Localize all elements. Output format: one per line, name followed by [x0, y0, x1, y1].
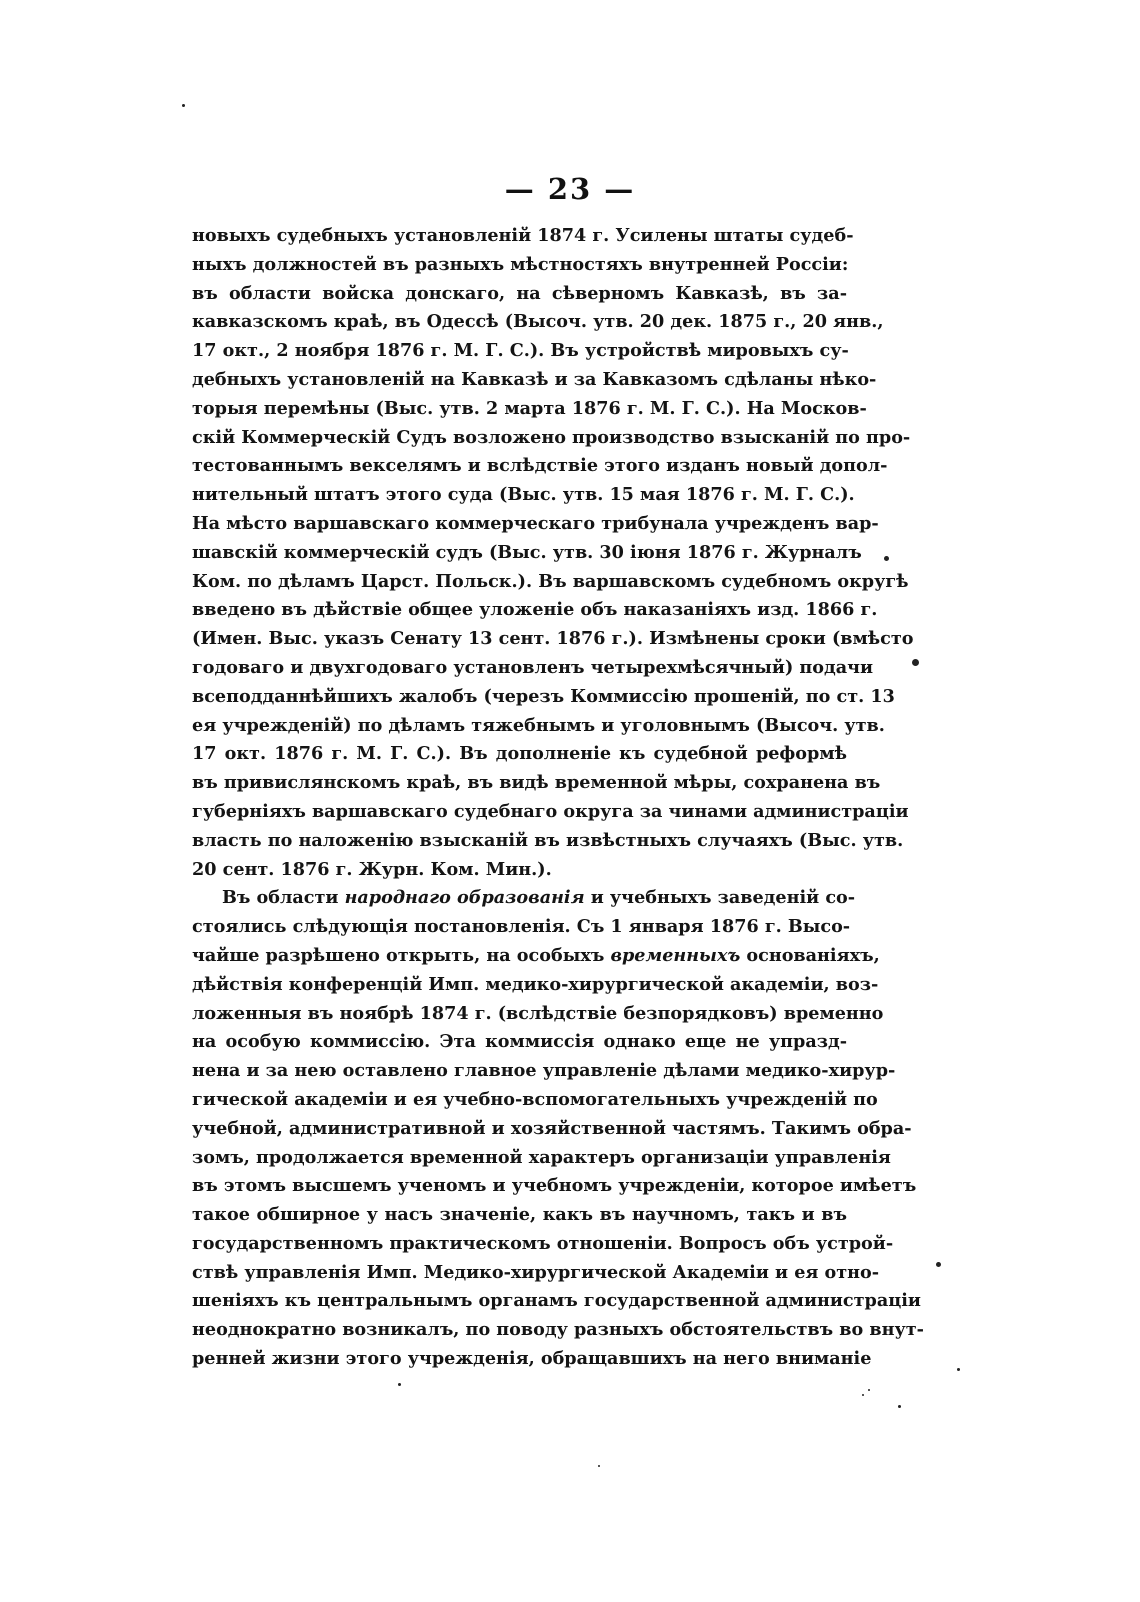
body-text [192, 222, 924, 1374]
text-line: введено въ дѣйствіе общее уложеніе объ наказаніяхъ изд. 1866 г. [192, 599, 878, 621]
scan-speck [936, 1262, 941, 1267]
text-line: скій Коммерческій Судъ возложено производство взысканій по про- [192, 426, 911, 448]
scan-speck [598, 1465, 600, 1467]
text-line: неоднократно возникалъ, по поводу разныхъ обстоятельствъ во внут- [192, 1319, 924, 1341]
text-line: кавказскомъ краѣ, въ Одессѣ (Высоч. утв. 20 дек. 1875 г., 20 янв., [192, 311, 884, 333]
scan-speck [957, 1368, 960, 1371]
text-line: 20 сент. 1876 г. Журн. Ком. Мин.). [192, 858, 552, 880]
text-line: годоваго и двухгодоваго установленъ четырехмѣсячный) подачи [192, 656, 874, 678]
text-line: нена и за нею оставлено главное управленіе дѣлами медико-хирур- [192, 1060, 896, 1082]
text-line [192, 942, 880, 971]
italic-emphasis: временныхъ [610, 944, 741, 966]
text-line: ствѣ управленія Имп. Медико-хирургической Академіи и ея отно- [192, 1261, 880, 1283]
text-line: 17 окт., 2 ноября 1876 г. М. Г. С.). Въ устройствѣ мировыхъ су- [192, 340, 849, 362]
text-line: Ком. по дѣламъ Царст. Польск.). Въ варшавскомъ судебномъ округѣ [192, 570, 909, 592]
text-line: новыхъ судебныхъ установленій 1874 г. Усилены штаты судеб- [192, 225, 854, 246]
text-line: учебной, административной и хозяйственной частямъ. Такимъ обра- [192, 1117, 912, 1139]
text-line: всеподданнѣйшихъ жалобъ (черезъ Коммиссію прошеній, по ст. 13 [192, 685, 895, 707]
paragraph-2 [192, 884, 924, 1374]
text-run: чайше разрѣшено открыть, на особыхъ [192, 944, 611, 966]
scan-speck [898, 1405, 901, 1408]
text-line: на особую коммиссію. Эта коммиссія однако еще не упразд- [192, 1031, 847, 1053]
text-line: ренней жизни этого учрежденія, обращавшихъ на него вниманіе [192, 1348, 872, 1370]
italic-emphasis: народнаго образованія [344, 887, 585, 909]
text-line: нительный штатъ этого суда (Выс. утв. 15 мая 1876 г. М. Г. С.). [192, 484, 855, 506]
text-line: тестованнымъ векселямъ и вслѣдствіе этого изданъ новый допол- [192, 455, 888, 477]
paragraph-1 [192, 222, 914, 884]
text-run: основаніяхъ, [740, 944, 880, 966]
page-number: — 23 — [504, 172, 636, 206]
scan-speck [398, 1383, 401, 1386]
text-line: государственномъ практическомъ отношеніи. Вопросъ объ устрой- [192, 1232, 894, 1254]
text-run: Въ области [222, 887, 345, 909]
scan-speck [862, 1394, 864, 1396]
text-line: ложенныя въ ноябрѣ 1874 г. (вслѣдствіе безпорядковъ) временно [192, 1002, 884, 1024]
text-line: въ этомъ высшемъ ученомъ и учебномъ учрежденіи, которое имѣетъ [192, 1175, 917, 1197]
scan-speck [182, 104, 185, 107]
text-line: гической академіи и ея учебно-вспомогательныхъ учрежденій по [192, 1088, 878, 1110]
text-line: ныхъ должностей въ разныхъ мѣстностяхъ внутренней Россіи: [192, 253, 849, 275]
text-line: шеніяхъ къ центральнымъ органамъ государственной администраціи [192, 1290, 921, 1312]
text-line: стоялись слѣдующія постановленія. Съ 1 января 1876 г. Высо- [192, 916, 851, 938]
scan-speck [868, 1389, 870, 1391]
text-line: шавскій коммерческій судъ (Выс. утв. 30 іюня 1876 г. Журналъ [192, 541, 862, 563]
text-line: дѣйствія конференцій Имп. медико-хирургической академіи, воз- [192, 973, 879, 995]
text-line: торыя перемѣны (Выс. утв. 2 марта 1876 г. М. Г. С.). На Москов- [192, 397, 867, 419]
text-line: въ области войска донскаго, на сѣверномъ Кавказѣ, въ за- [192, 282, 847, 304]
text-line: 17 окт. 1876 г. М. Г. С.). Въ дополненіе къ судебной реформѣ [192, 743, 847, 765]
text-line: На мѣсто варшавскаго коммерческаго трибунала учрежденъ вар- [192, 512, 879, 534]
text-line [192, 884, 856, 913]
text-line: ея учрежденій) по дѣламъ тяжебнымъ и уголовнымъ (Высоч. утв. [192, 714, 885, 736]
scan-speck [912, 659, 919, 666]
text-line: дебныхъ установленій на Кавказѣ и за Кавказомъ сдѣланы нѣко- [192, 368, 877, 390]
text-line: въ привислянскомъ краѣ, въ видѣ временной мѣры, сохранена въ [192, 772, 881, 794]
scan-speck [884, 556, 889, 561]
text-line: власть по наложенію взысканій въ извѣстныхъ случаяхъ (Выс. утв. [192, 829, 904, 851]
text-run: и учебныхъ заведеній со- [584, 887, 856, 909]
text-line: такое обширное у насъ значеніе, какъ въ научномъ, такъ и въ [192, 1204, 847, 1226]
text-line: зомъ, продолжается временной характеръ организаціи управленія [192, 1146, 891, 1168]
text-line: (Имен. Выс. указъ Сенату 13 сент. 1876 г.). Измѣнены сроки (вмѣсто [192, 628, 914, 650]
text-line: губерніяхъ варшавскаго судебнаго округа за чинами администраціи [192, 800, 909, 822]
